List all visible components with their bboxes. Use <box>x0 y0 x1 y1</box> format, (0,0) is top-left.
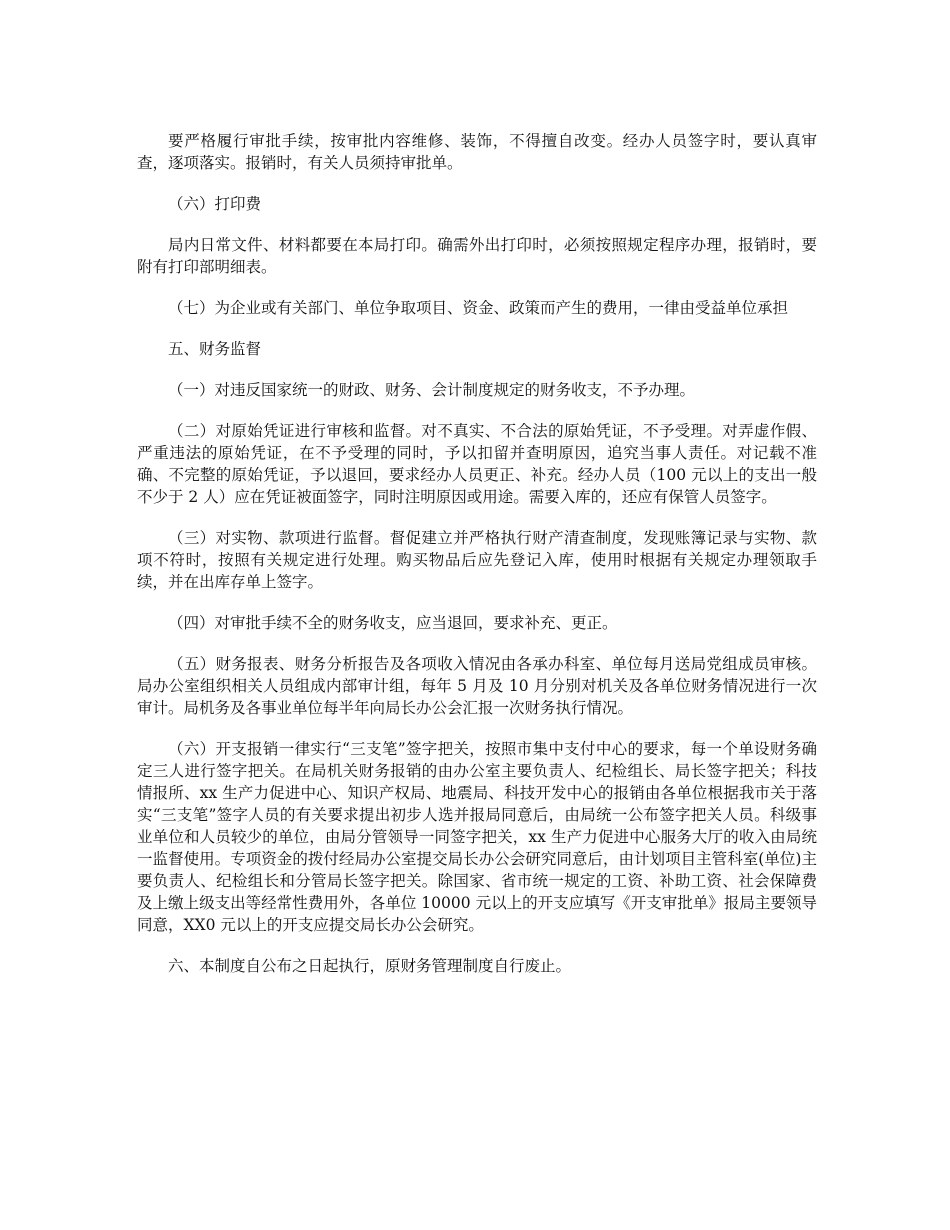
paragraph-supervision-3: （三）对实物、款项进行监督。督促建立并严格执行财产清查制度，发现账簿记录与实物、款项不符时，按照有关规定进行处理。购买物品后应先登记入库，使用时根据有关规定办理领取手续，并在出库存单上签字。 <box>137 529 817 591</box>
paragraph-printing-fee: 局内日常文件、材料都要在本局打印。确需外出打印时，必须按照规定程序办理，报销时，要附有打印部明细表。 <box>137 236 817 276</box>
paragraph-supervision-4: （四）对审批手续不全的财务收支，应当退回，要求补充、更正。 <box>168 614 618 632</box>
paragraph-beneficiary-cost: （七）为企业或有关部门、单位争取项目、资金、政策而产生的费用，一律由受益单位承担 <box>168 299 789 317</box>
paragraph-approval-procedure: 要严格履行审批手续，按审批内容维修、装饰，不得擅自改变。经办人员签字时，要认真审查，逐项落实。报销时，有关人员须持审批单。 <box>137 132 817 172</box>
paragraph-supervision-2: （二）对原始凭证进行审核和监督。对不真实、不合法的原始凭证，不予受理。对弄虚作假、严重违法的原始凭证，在不予受理的同时，予以扣留并查明原因，追究当事人责任。对记载不准确、不完整的原始凭证，予以退回，要求经办人员更正、补充。经办人员（100 元以上的支出一般不少于 2 人）应在凭证被面签字，同时注明原因或用途。需要入库的，还应有保管人员签字。 <box>137 422 817 506</box>
heading-printing-fee: （六）打印费 <box>168 195 262 213</box>
paragraph-supervision-5: （五）财务报表、财务分析报告及各项收入情况由各承办科室、单位每月送局党组成员审核。局办公室组织相关人员组成内部审计组，每年 5 月及 10 月分别对机关及各单位财务情况进行一次审计。局机务及各事业单位每半年向局长办公会汇报一次财务执行情况。 <box>137 655 817 717</box>
document-body <box>137 130 817 996</box>
paragraph-supervision-6: （六）开支报销一律实行“三支笔”签字把关，按照市集中支付中心的要求，每一个单设财务确定三人进行签字把关。在局机关财务报销的由办公室主要负责人、纪检组长、局长签字把关；科技情报所、xx 生产力促进中心、知识产权局、地震局、科技开发中心的报销由各单位根据我市关于落实“三支笔”签字人员的有关要求提出初步人选并报局同意后，由局统一公布签字把关人员。科级事业单位和人员较少的单位，由局分管领导一同签字把关，xx 生产力促进中心服务大厅的收入由局统一监督使用。专项资金的拨付经局办公室提交局长办公会研究同意后，由计划项目主管科室(单位)主要负责人、纪检组长和分管局长签字把关。除国家、省市统一规定的工资、补助工资、社会保障费及上缴上级支出等经常性费用外，各单位 10000 元以上的开支应填写《开支审批单》报局主要领导同意，XX0 元以上的开支应提交局长办公会研究。 <box>137 740 817 934</box>
heading-financial-supervision: 五、财务监督 <box>168 340 262 358</box>
paragraph-effective-date: 六、本制度自公布之日起执行，原财务管理制度自行废止。 <box>168 957 572 975</box>
paragraph-supervision-1: （一）对违反国家统一的财政、财务、会计制度规定的财务收支，不予办理。 <box>168 381 696 399</box>
